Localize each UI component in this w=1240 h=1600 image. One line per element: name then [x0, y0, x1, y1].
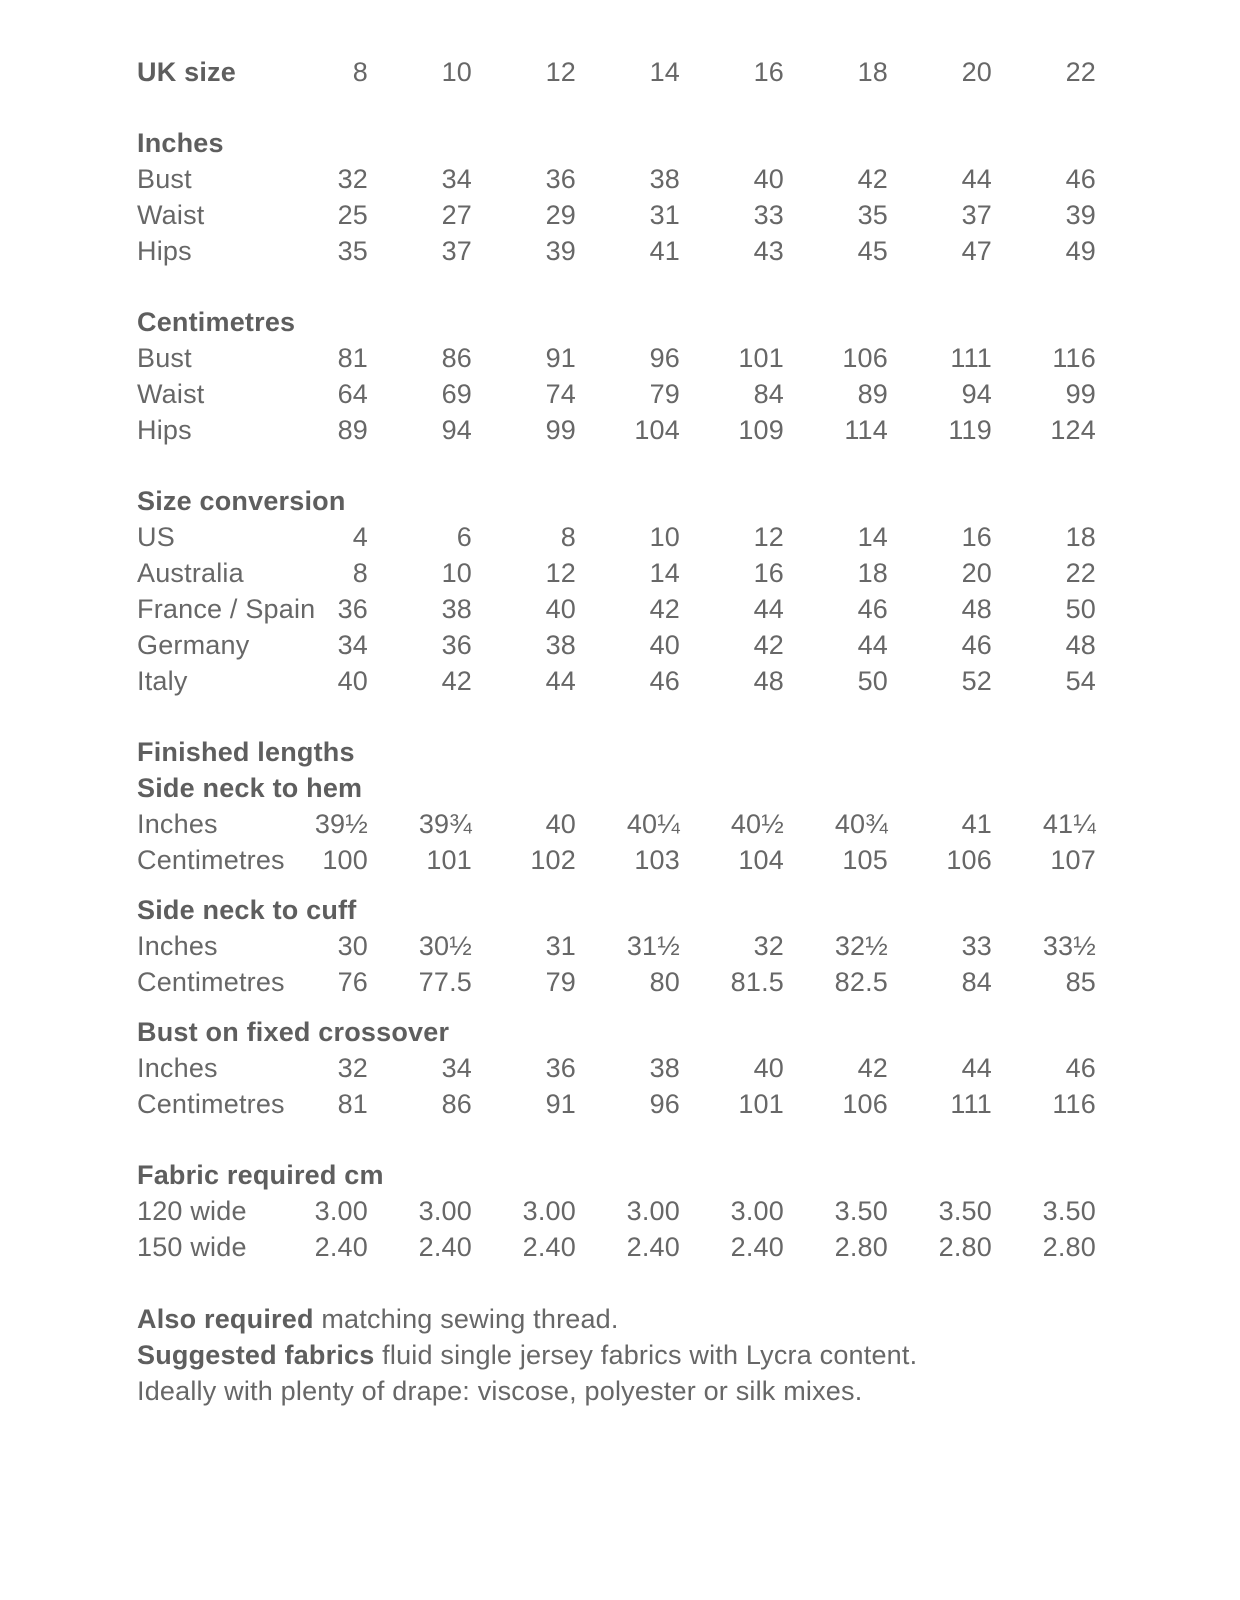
table-row: [137, 1086, 1240, 1122]
note-line: Also required matching sewing thread.: [137, 1304, 619, 1334]
table-row: [137, 627, 1240, 663]
cell-value: 2.40: [418, 1232, 472, 1262]
cell-value: 109: [738, 415, 784, 445]
cell-value: 2.40: [314, 1232, 368, 1262]
cell-value: 35: [857, 200, 888, 230]
cell-value: 8: [352, 558, 368, 588]
section-spacer: [137, 878, 1240, 892]
cell-value: 94: [961, 379, 992, 409]
cell-value: 33: [961, 931, 992, 961]
table-row: [137, 233, 1240, 269]
cell-value: 32: [337, 1053, 368, 1083]
cell-value: 74: [545, 379, 576, 409]
cell-value: 3.00: [626, 1196, 680, 1226]
cell-value: 69: [441, 379, 472, 409]
section-header-row: [137, 892, 1240, 928]
cell-value: 37: [961, 200, 992, 230]
cell-value: 44: [857, 630, 888, 660]
cell-value: 101: [738, 1089, 784, 1119]
row-label: Hips: [137, 415, 192, 445]
row-label: France / Spain: [137, 594, 316, 624]
cell-value: 31: [649, 200, 680, 230]
row-label: Inches: [137, 809, 218, 839]
cell-value: 6: [456, 522, 472, 552]
table-row: [137, 663, 1240, 699]
cell-value: 16: [753, 558, 784, 588]
cell-value: 111: [950, 343, 992, 373]
cell-value: 50: [857, 666, 888, 696]
row-label: Side neck to cuff: [137, 895, 357, 925]
row-label: Finished lengths: [137, 737, 355, 767]
cell-value: 104: [634, 415, 680, 445]
table-row: [137, 376, 1240, 412]
cell-value: 3.00: [314, 1196, 368, 1226]
cell-value: 44: [545, 666, 576, 696]
cell-value: 3.50: [1042, 1196, 1096, 1226]
cell-value: 18: [1065, 522, 1096, 552]
cell-value: 39: [1065, 200, 1096, 230]
cell-value: 38: [649, 164, 680, 194]
cell-value: 81: [337, 343, 368, 373]
table-row: [137, 842, 1240, 878]
cell-value: 79: [649, 379, 680, 409]
cell-value: 94: [441, 415, 472, 445]
cell-value: 34: [441, 164, 472, 194]
row-label: Centimetres: [137, 1089, 285, 1119]
cell-value: 10: [441, 57, 472, 87]
cell-value: 41: [649, 236, 680, 266]
section-header-row: [137, 770, 1240, 806]
cell-value: 82.5: [834, 967, 888, 997]
cell-value: 14: [649, 57, 680, 87]
row-label: Waist: [137, 379, 205, 409]
cell-value: 40½: [730, 809, 784, 839]
note-lead-bold: Also required: [137, 1304, 314, 1334]
row-label: Waist: [137, 200, 205, 230]
cell-value: 42: [441, 666, 472, 696]
row-label: Size conversion: [137, 486, 346, 516]
cell-value: 86: [441, 343, 472, 373]
cell-value: 3.00: [522, 1196, 576, 1226]
size-chart-table: [137, 54, 1240, 1265]
row-label: UK size: [137, 57, 236, 87]
cell-value: 36: [441, 630, 472, 660]
table-row: [137, 964, 1240, 1000]
cell-value: 41¼: [1042, 809, 1096, 839]
table-row: [137, 161, 1240, 197]
cell-value: 46: [961, 630, 992, 660]
row-label: Bust: [137, 164, 192, 194]
row-label: Inches: [137, 128, 224, 158]
section-header-row: [137, 125, 1240, 161]
cell-value: 2.80: [938, 1232, 992, 1262]
section-header-row: [137, 1157, 1240, 1193]
cell-value: 48: [753, 666, 784, 696]
cell-value: 44: [753, 594, 784, 624]
cell-value: 46: [1065, 1053, 1096, 1083]
cell-value: 46: [649, 666, 680, 696]
cell-value: 89: [857, 379, 888, 409]
cell-value: 64: [337, 379, 368, 409]
cell-value: 29: [545, 200, 576, 230]
cell-value: 4: [352, 522, 368, 552]
cell-value: 42: [857, 1053, 888, 1083]
cell-value: 44: [961, 164, 992, 194]
cell-value: 32½: [834, 931, 888, 961]
table-row: [137, 412, 1240, 448]
cell-value: 38: [649, 1053, 680, 1083]
row-label: Bust: [137, 343, 192, 373]
table-row: [137, 1193, 1240, 1229]
cell-value: 37: [441, 236, 472, 266]
cell-value: 86: [441, 1089, 472, 1119]
cell-value: 107: [1050, 845, 1096, 875]
cell-value: 39½: [314, 809, 368, 839]
cell-value: 44: [961, 1053, 992, 1083]
cell-value: 106: [842, 1089, 888, 1119]
cell-value: 89: [337, 415, 368, 445]
cell-value: 22: [1065, 558, 1096, 588]
cell-value: 40¼: [626, 809, 680, 839]
table-row: [137, 1050, 1240, 1086]
cell-value: 3.00: [418, 1196, 472, 1226]
cell-value: 39: [545, 236, 576, 266]
cell-value: 16: [961, 522, 992, 552]
cell-value: 99: [545, 415, 576, 445]
cell-value: 32: [753, 931, 784, 961]
cell-value: 3.00: [730, 1196, 784, 1226]
cell-value: 12: [753, 522, 784, 552]
section-spacer: [137, 699, 1240, 734]
cell-value: 40: [649, 630, 680, 660]
cell-value: 48: [1065, 630, 1096, 660]
cell-value: 42: [753, 630, 784, 660]
cell-value: 101: [738, 343, 784, 373]
cell-value: 111: [950, 1089, 992, 1119]
cell-value: 36: [337, 594, 368, 624]
cell-value: 2.40: [730, 1232, 784, 1262]
cell-value: 39¾: [418, 809, 472, 839]
cell-value: 105: [842, 845, 888, 875]
cell-value: 30½: [418, 931, 472, 961]
section-spacer: [137, 1122, 1240, 1157]
cell-value: 49: [1065, 236, 1096, 266]
cell-value: 10: [441, 558, 472, 588]
section-header-row: [137, 734, 1240, 770]
cell-value: 22: [1065, 57, 1096, 87]
cell-value: 124: [1050, 415, 1096, 445]
cell-value: 84: [961, 967, 992, 997]
note-line: Suggested fabrics fluid single jersey fabrics with Lycra content.: [137, 1340, 918, 1370]
cell-value: 20: [961, 558, 992, 588]
cell-value: 100: [322, 845, 368, 875]
cell-value: 116: [1052, 343, 1096, 373]
row-label: 150 wide: [137, 1232, 247, 1262]
cell-value: 80: [649, 967, 680, 997]
note-line: Ideally with plenty of drape: viscose, polyester or silk mixes.: [137, 1376, 863, 1406]
row-label: Germany: [137, 630, 250, 660]
cell-value: 42: [649, 594, 680, 624]
row-label: Hips: [137, 236, 192, 266]
note-lead-bold: Suggested fabrics: [137, 1340, 375, 1370]
cell-value: 2.40: [522, 1232, 576, 1262]
cell-value: 20: [961, 57, 992, 87]
cell-value: 2.80: [1042, 1232, 1096, 1262]
section-header-row: [137, 304, 1240, 340]
cell-value: 81: [337, 1089, 368, 1119]
cell-value: 46: [1065, 164, 1096, 194]
table-row: [137, 340, 1240, 376]
cell-value: 101: [426, 845, 472, 875]
cell-value: 12: [545, 558, 576, 588]
cell-value: 10: [649, 522, 680, 552]
cell-value: 8: [352, 57, 368, 87]
table-row: [137, 197, 1240, 233]
cell-value: 45: [857, 236, 888, 266]
row-label: Centimetres: [137, 307, 296, 337]
cell-value: 48: [961, 594, 992, 624]
cell-value: 31: [545, 931, 576, 961]
cell-value: 27: [441, 200, 472, 230]
section-header-row: [137, 483, 1240, 519]
cell-value: 96: [649, 1089, 680, 1119]
cell-value: 46: [857, 594, 888, 624]
section-spacer: [137, 1000, 1240, 1014]
cell-value: 36: [545, 1053, 576, 1083]
cell-value: 40: [545, 594, 576, 624]
notes-block: [137, 1301, 1240, 1409]
cell-value: 30: [337, 931, 368, 961]
cell-value: 14: [857, 522, 888, 552]
cell-value: 52: [961, 666, 992, 696]
cell-value: 33½: [1042, 931, 1096, 961]
cell-value: 2.80: [834, 1232, 888, 1262]
cell-value: 31½: [626, 931, 680, 961]
cell-value: 16: [753, 57, 784, 87]
row-label: Centimetres: [137, 845, 285, 875]
cell-value: 96: [649, 343, 680, 373]
cell-value: 40: [753, 1053, 784, 1083]
cell-value: 2.40: [626, 1232, 680, 1262]
cell-value: 91: [545, 1089, 576, 1119]
row-label: 120 wide: [137, 1196, 247, 1226]
cell-value: 40: [337, 666, 368, 696]
cell-value: 41: [961, 809, 992, 839]
cell-value: 38: [441, 594, 472, 624]
cell-value: 34: [441, 1053, 472, 1083]
cell-value: 54: [1065, 666, 1096, 696]
row-label: Inches: [137, 931, 218, 961]
row-label: Side neck to hem: [137, 773, 363, 803]
section-header-row: [137, 54, 1240, 90]
cell-value: 102: [530, 845, 576, 875]
table-row: [137, 591, 1240, 627]
cell-value: 3.50: [938, 1196, 992, 1226]
cell-value: 104: [738, 845, 784, 875]
cell-value: 91: [545, 343, 576, 373]
cell-value: 40¾: [834, 809, 888, 839]
cell-value: 77.5: [418, 967, 472, 997]
cell-value: 36: [545, 164, 576, 194]
table-row: [137, 928, 1240, 964]
cell-value: 34: [337, 630, 368, 660]
row-label: Italy: [137, 666, 188, 696]
cell-value: 116: [1052, 1089, 1096, 1119]
section-spacer: [137, 90, 1240, 125]
cell-value: 50: [1065, 594, 1096, 624]
cell-value: 106: [842, 343, 888, 373]
cell-value: 106: [946, 845, 992, 875]
cell-value: 38: [545, 630, 576, 660]
table-row: [137, 806, 1240, 842]
cell-value: 76: [337, 967, 368, 997]
section-spacer: [137, 448, 1240, 483]
row-label: Centimetres: [137, 967, 285, 997]
cell-value: 18: [857, 57, 888, 87]
table-row: [137, 555, 1240, 591]
cell-value: 40: [753, 164, 784, 194]
row-label: Bust on fixed crossover: [137, 1017, 450, 1047]
cell-value: 119: [948, 415, 992, 445]
cell-value: 32: [337, 164, 368, 194]
cell-value: 99: [1065, 379, 1096, 409]
cell-value: 40: [545, 809, 576, 839]
cell-value: 25: [337, 200, 368, 230]
section-header-row: [137, 1014, 1240, 1050]
cell-value: 47: [961, 236, 992, 266]
cell-value: 8: [560, 522, 576, 552]
section-spacer: [137, 269, 1240, 304]
table-row: [137, 1229, 1240, 1265]
cell-value: 84: [753, 379, 784, 409]
cell-value: 35: [337, 236, 368, 266]
row-label: US: [137, 522, 175, 552]
table-row: [137, 519, 1240, 555]
cell-value: 114: [844, 415, 888, 445]
row-label: Inches: [137, 1053, 218, 1083]
cell-value: 43: [753, 236, 784, 266]
row-label: Fabric required cm: [137, 1160, 384, 1190]
cell-value: 33: [753, 200, 784, 230]
cell-value: 14: [649, 558, 680, 588]
cell-value: 103: [634, 845, 680, 875]
cell-value: 3.50: [834, 1196, 888, 1226]
cell-value: 85: [1065, 967, 1096, 997]
cell-value: 79: [545, 967, 576, 997]
cell-value: 81.5: [730, 967, 784, 997]
cell-value: 12: [545, 57, 576, 87]
cell-value: 42: [857, 164, 888, 194]
cell-value: 18: [857, 558, 888, 588]
row-label: Australia: [137, 558, 244, 588]
